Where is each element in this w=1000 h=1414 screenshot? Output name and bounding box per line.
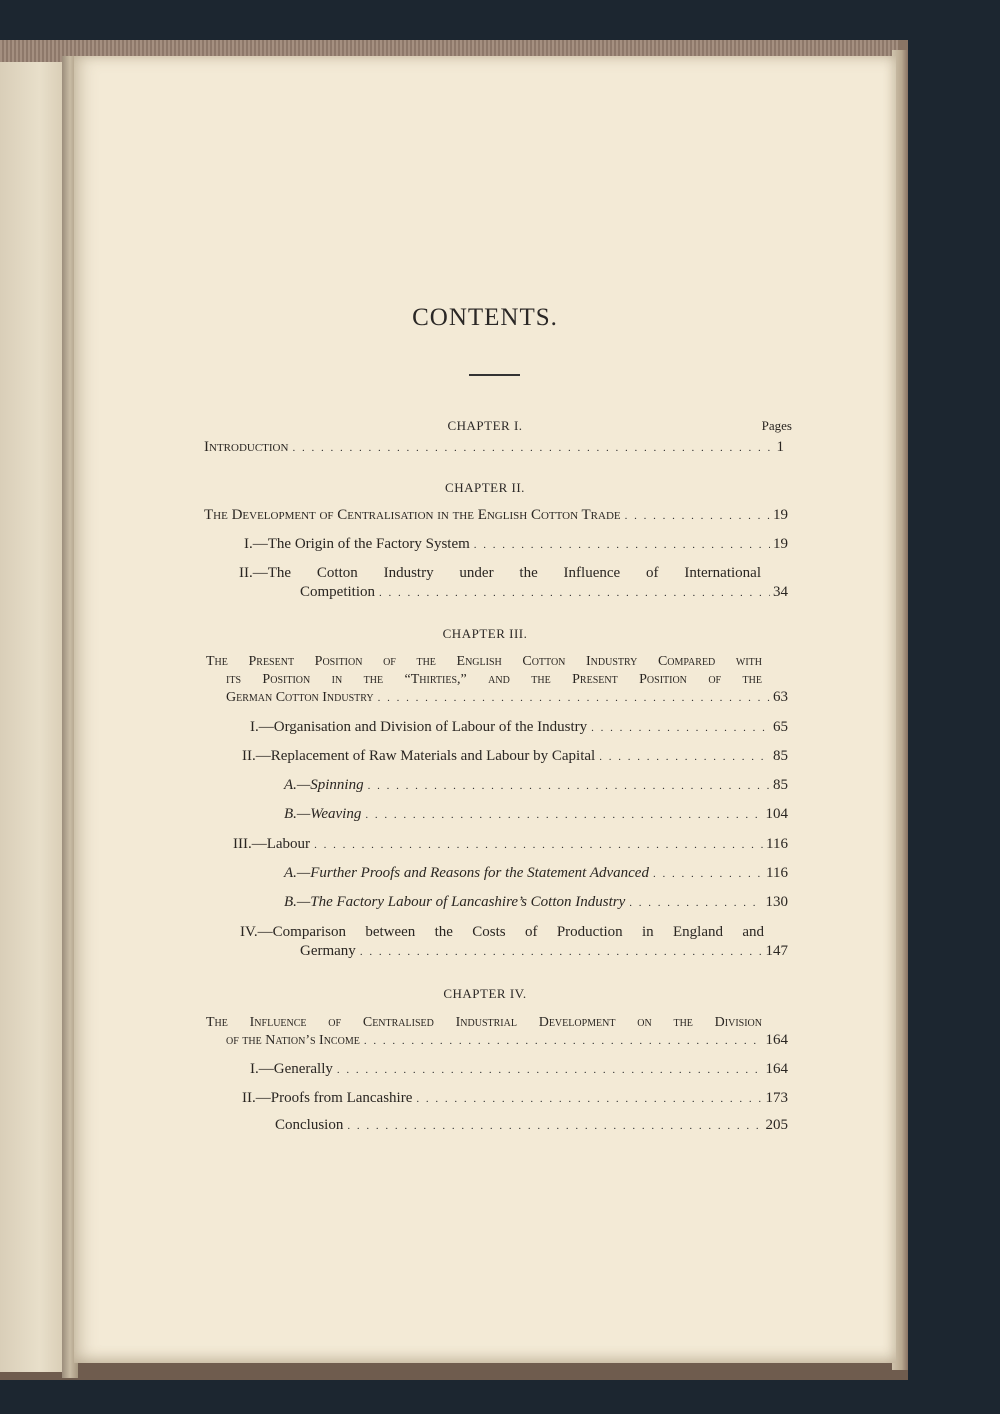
dot-leader	[629, 894, 762, 913]
toc-entry[interactable]	[242, 747, 788, 767]
toc-entry[interactable]	[284, 893, 788, 913]
toc-entry[interactable]	[242, 1089, 788, 1109]
toc-entry[interactable]	[250, 1060, 788, 1080]
toc-entry-line: IV.—Comparison between the Costs of Production in England and	[240, 924, 764, 940]
toc-entry-title: Conclusion	[275, 1117, 344, 1133]
dot-leader	[591, 719, 770, 738]
toc-entry-title: B.—Weaving	[284, 806, 362, 822]
toc-entry-title: I.—Organisation and Division of Labour of the Industry	[250, 719, 588, 735]
dot-leader	[368, 777, 770, 796]
chapter-heading: CHAPTER III.	[442, 626, 528, 641]
toc-entry-title: II.—Replacement of Raw Materials and Labour by Capital	[242, 748, 596, 764]
toc-entry-title: The Development of Centralisation in the English Cotton Trade	[204, 507, 621, 523]
toc-entry-title: Introduction	[204, 439, 289, 455]
toc-entry[interactable]	[300, 942, 788, 962]
toc-entry-title: II.—Proofs from Lancashire	[242, 1090, 413, 1106]
chapter-heading: CHAPTER IV.	[443, 986, 527, 1001]
toc-entry-title: B.—The Factory Labour of Lancashire’s Cotton Industry	[284, 894, 626, 910]
chapter-heading: CHAPTER I.	[447, 418, 523, 433]
dot-leader	[337, 1061, 763, 1080]
toc-entry[interactable]	[300, 583, 788, 603]
toc-entry-title: A.—Further Proofs and Reasons for the Statement Advanced	[284, 865, 649, 881]
dot-leader	[379, 584, 770, 603]
toc-page-number: 85	[773, 748, 788, 764]
toc-entry-title: I.—The Origin of the Factory System	[244, 536, 470, 552]
toc-entry-line: The Present Position of the English Cotton Industry Compared with	[206, 654, 762, 669]
pages-column-header: Pages	[761, 418, 792, 433]
toc-entry[interactable]	[244, 535, 788, 555]
toc-entry[interactable]	[250, 718, 788, 738]
left-page-edge	[0, 62, 66, 1372]
toc-page-number: 19	[773, 507, 788, 523]
dot-leader	[314, 836, 763, 855]
contents-page	[74, 56, 896, 1363]
toc-page-number: 173	[765, 1090, 788, 1106]
dot-leader	[360, 943, 763, 962]
dot-leader	[292, 439, 773, 458]
toc-entry-title: of the Nation’s Income	[226, 1033, 360, 1048]
toc-entry-title: German Cotton Industry	[226, 690, 374, 705]
toc-page-number: 104	[765, 806, 788, 822]
toc-entry[interactable]	[233, 835, 788, 855]
toc-entry-title: A.—Spinning	[284, 777, 364, 793]
toc-entry-title: III.—Labour	[233, 836, 311, 852]
toc-page-number: 130	[765, 894, 788, 910]
toc-page-number: 85	[773, 777, 788, 793]
toc-page-number: 116	[766, 865, 788, 881]
toc-entry[interactable]	[284, 864, 788, 884]
title-rule	[469, 374, 520, 376]
toc-page-number: 116	[766, 836, 788, 852]
dot-leader	[416, 1090, 762, 1109]
toc-entry[interactable]	[226, 688, 788, 708]
toc-page-number: 164	[765, 1032, 788, 1048]
page-title: CONTENTS.	[412, 304, 558, 331]
toc-entry-line: The Influence of Centralised Industrial Development on the Division	[206, 1015, 762, 1030]
dot-leader	[653, 865, 763, 884]
toc-entry-line: II.—The Cotton Industry under the Influence of International	[239, 565, 761, 581]
toc-page-number: 63	[773, 689, 788, 705]
toc-page-number: 1	[776, 439, 784, 455]
toc-entry-title: I.—Generally	[250, 1061, 333, 1077]
toc-page-number: 34	[773, 584, 788, 600]
toc-page-number: 65	[773, 719, 788, 735]
toc-page-number: 19	[773, 536, 788, 552]
toc-entry-title: Germany	[300, 943, 356, 959]
toc-entry[interactable]	[284, 776, 788, 796]
chapter-heading: CHAPTER II.	[445, 480, 525, 495]
dot-leader	[364, 1032, 763, 1051]
dot-leader	[625, 507, 770, 526]
toc-entry[interactable]	[204, 438, 784, 458]
dot-leader	[599, 748, 770, 767]
toc-entry[interactable]	[226, 1031, 788, 1051]
toc-entry[interactable]	[275, 1116, 788, 1136]
toc-entry-line: its Position in the “Thirties,” and the Present Position of the	[226, 672, 762, 687]
toc-entry[interactable]	[204, 506, 788, 526]
dot-leader	[347, 1117, 762, 1136]
toc-page-number: 147	[765, 943, 788, 959]
dot-leader	[378, 689, 770, 708]
toc-page-number: 164	[765, 1061, 788, 1077]
dot-leader	[474, 536, 770, 555]
dot-leader	[365, 806, 762, 825]
toc-page-number: 205	[765, 1117, 788, 1133]
toc-entry-title: Competition	[300, 584, 375, 600]
toc-entry[interactable]	[284, 805, 788, 825]
